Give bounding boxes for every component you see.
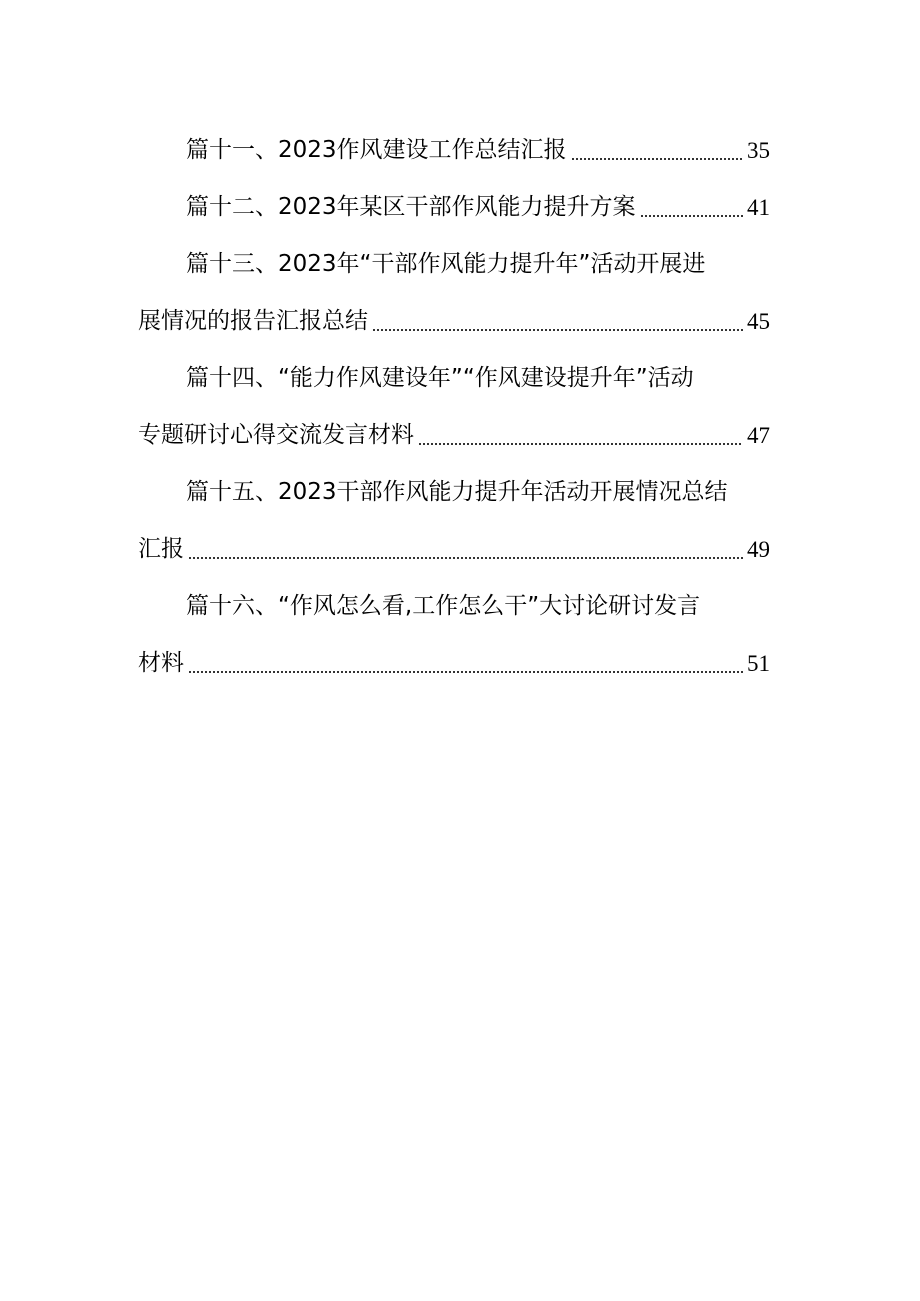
toc-page-number: 45	[747, 309, 770, 334]
toc-leader-dots	[372, 329, 743, 331]
toc-entry-title-continued: 展情况的报告汇报总结	[138, 308, 368, 334]
toc-entry-12[interactable]	[138, 179, 770, 236]
toc-entry-15-line-2[interactable]	[138, 521, 770, 578]
toc-entry-title: 篇十四、“能力作风建设年”“作风建设提升年”活动	[186, 365, 694, 391]
toc-entry-16-line-1[interactable]	[138, 578, 770, 635]
toc-entry-14-line-2[interactable]	[138, 407, 770, 464]
toc-leader-dots	[640, 215, 743, 217]
toc-entry-11[interactable]	[138, 122, 770, 179]
toc-leader-dots	[418, 443, 743, 445]
toc-entry-16-line-2[interactable]	[138, 635, 770, 692]
toc-leader-dots	[571, 158, 743, 160]
toc-entry-title: 篇十六、“作风怎么看,工作怎么干”大讨论研讨发言	[186, 593, 701, 619]
toc-leader-dots	[188, 557, 743, 559]
toc-entry-title: 篇十五、2023干部作风能力提升年活动开展情况总结	[186, 479, 728, 505]
toc-leader-dots	[188, 671, 743, 673]
toc-entry-13-line-1[interactable]	[138, 236, 770, 293]
toc-page-number: 41	[747, 195, 770, 220]
toc-entry-title: 篇十二、2023年某区干部作风能力提升方案	[186, 194, 636, 220]
toc-entry-title: 篇十三、2023年“干部作风能力提升年”活动开展进	[186, 251, 706, 277]
toc-entry-title-continued: 汇报	[138, 536, 184, 562]
toc-page-number: 51	[747, 651, 770, 676]
toc-page-number: 47	[747, 423, 770, 448]
toc-page-number: 35	[747, 138, 770, 163]
toc-entry-title-continued: 材料	[138, 650, 184, 676]
toc-entry-14-line-1[interactable]	[138, 350, 770, 407]
table-of-contents	[138, 122, 770, 692]
toc-entry-title: 篇十一、2023作风建设工作总结汇报	[186, 137, 567, 163]
toc-entry-13-line-2[interactable]	[138, 293, 770, 350]
toc-page-number: 49	[747, 537, 770, 562]
toc-entry-15-line-1[interactable]	[138, 464, 770, 521]
toc-entry-title-continued: 专题研讨心得交流发言材料	[138, 422, 414, 448]
